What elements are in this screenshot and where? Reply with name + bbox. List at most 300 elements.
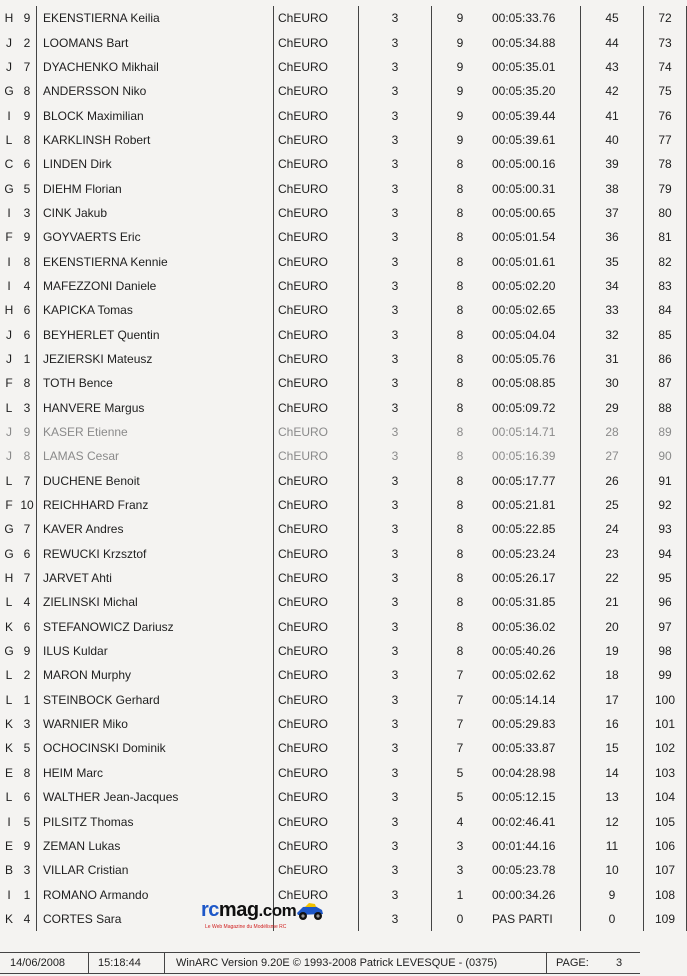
row-round: 3 — [359, 688, 432, 712]
row-group: J — [6, 327, 12, 342]
row-laps: 7 — [456, 717, 464, 732]
row-category: ChEURO — [274, 371, 359, 395]
row-start-position: 8 — [18, 444, 37, 468]
row-time: 00:05:04.04 — [488, 322, 581, 346]
row-category: ChEURO — [274, 322, 359, 346]
table-row — [0, 566, 687, 590]
row-driver-name: WALTHER Jean-Jacques — [37, 785, 274, 809]
row-round: 3 — [359, 542, 432, 566]
row-rank: 98 — [644, 639, 687, 663]
row-group: I — [7, 205, 11, 220]
table-row — [0, 444, 687, 468]
row-group: H — [4, 11, 14, 26]
row-rank: 72 — [644, 6, 687, 30]
row-time: 00:05:34.88 — [488, 30, 581, 54]
row-category: ChEURO — [274, 128, 359, 152]
row-points: 31 — [581, 347, 644, 371]
row-laps: 8 — [456, 376, 464, 391]
row-time: 00:05:08.85 — [488, 371, 581, 395]
row-driver-name: DYACHENKO Mikhail — [37, 55, 274, 79]
row-start-position: 4 — [18, 907, 37, 931]
row-rank: 79 — [644, 176, 687, 200]
row-time: 00:05:23.24 — [488, 542, 581, 566]
row-rank: 107 — [644, 858, 687, 882]
table-row — [0, 736, 687, 760]
row-category: ChEURO — [274, 55, 359, 79]
row-driver-name: PILSITZ Thomas — [37, 809, 274, 833]
row-rank: 100 — [644, 688, 687, 712]
row-points: 28 — [581, 420, 644, 444]
row-driver-name: LINDEN Dirk — [37, 152, 274, 176]
row-laps: 8 — [456, 278, 464, 293]
row-driver-name: KAPICKA Tomas — [37, 298, 274, 322]
row-points: 26 — [581, 469, 644, 493]
row-start-position: 9 — [18, 225, 37, 249]
table-row — [0, 590, 687, 614]
table-row — [0, 907, 687, 931]
row-points: 23 — [581, 542, 644, 566]
row-category: ChEURO — [274, 298, 359, 322]
print-footer — [0, 952, 640, 974]
row-round: 3 — [359, 225, 432, 249]
row-start-position: 7 — [18, 566, 37, 590]
row-round: 3 — [359, 322, 432, 346]
row-points: 19 — [581, 639, 644, 663]
row-laps: 9 — [456, 11, 464, 26]
footer-divider — [164, 953, 165, 973]
row-driver-name: EKENSTIERNA Kennie — [37, 249, 274, 273]
row-round: 3 — [359, 298, 432, 322]
row-points: 21 — [581, 590, 644, 614]
row-group: I — [7, 887, 11, 902]
table-row — [0, 712, 687, 736]
row-start-position: 1 — [18, 882, 37, 906]
row-start-position: 6 — [18, 542, 37, 566]
row-group: H — [4, 571, 14, 586]
row-driver-name: LAMAS Cesar — [37, 444, 274, 468]
row-category: ChEURO — [274, 688, 359, 712]
row-laps: 8 — [456, 473, 464, 488]
row-driver-name: KASER Etienne — [37, 420, 274, 444]
row-laps: 9 — [456, 132, 464, 147]
row-start-position: 9 — [18, 103, 37, 127]
table-row — [0, 274, 687, 298]
row-start-position: 3 — [18, 201, 37, 225]
row-driver-name: REICHHARD Franz — [37, 493, 274, 517]
row-group: I — [7, 108, 11, 123]
row-time: 00:05:21.81 — [488, 493, 581, 517]
row-laps: 8 — [456, 181, 464, 196]
footer-version: WinARC Version 9.20E © 1993-2008 Patrick LEVESQUE - (0375) — [176, 957, 498, 969]
row-laps: 9 — [456, 108, 464, 123]
row-group: I — [7, 278, 11, 293]
row-laps: 4 — [456, 814, 464, 829]
row-driver-name: GOYVAERTS Eric — [37, 225, 274, 249]
row-category: ChEURO — [274, 176, 359, 200]
row-driver-name: ILUS Kuldar — [37, 639, 274, 663]
row-rank: 96 — [644, 590, 687, 614]
row-laps: 0 — [456, 911, 464, 926]
row-time: 00:02:46.41 — [488, 809, 581, 833]
row-start-position: 7 — [18, 469, 37, 493]
row-time: 00:05:00.31 — [488, 176, 581, 200]
row-laps: 8 — [456, 425, 464, 440]
row-time: 00:01:44.16 — [488, 834, 581, 858]
row-driver-name: WARNIER Miko — [37, 712, 274, 736]
row-time: 00:05:17.77 — [488, 469, 581, 493]
row-group: B — [4, 863, 13, 878]
row-laps: 8 — [456, 327, 464, 342]
row-group: J — [6, 35, 12, 50]
row-round: 3 — [359, 444, 432, 468]
table-row — [0, 663, 687, 687]
row-rank: 109 — [644, 907, 687, 931]
row-start-position: 5 — [18, 176, 37, 200]
row-group: L — [5, 132, 13, 147]
row-points: 32 — [581, 322, 644, 346]
row-category: ChEURO — [274, 785, 359, 809]
table-row — [0, 882, 687, 906]
row-rank: 80 — [644, 201, 687, 225]
row-category: ChEURO — [274, 858, 359, 882]
row-round: 3 — [359, 785, 432, 809]
row-category: ChEURO — [274, 444, 359, 468]
row-round: 3 — [359, 55, 432, 79]
row-group: J — [6, 351, 12, 366]
row-points: 27 — [581, 444, 644, 468]
row-round: 3 — [359, 128, 432, 152]
row-group: G — [4, 546, 14, 561]
row-round: 3 — [359, 30, 432, 54]
row-category: ChEURO — [274, 152, 359, 176]
row-round: 3 — [359, 712, 432, 736]
results-table — [0, 6, 687, 931]
table-row — [0, 785, 687, 809]
row-time: 00:05:33.87 — [488, 736, 581, 760]
row-time: 00:05:29.83 — [488, 712, 581, 736]
row-laps: 8 — [456, 351, 464, 366]
row-driver-name: HANVERE Margus — [37, 396, 274, 420]
row-start-position: 8 — [18, 79, 37, 103]
row-rank: 86 — [644, 347, 687, 371]
row-group: F — [5, 498, 13, 513]
rc-car-icon — [295, 899, 325, 923]
row-rank: 92 — [644, 493, 687, 517]
row-group: E — [4, 838, 13, 853]
row-points: 18 — [581, 663, 644, 687]
row-points: 16 — [581, 712, 644, 736]
row-rank: 84 — [644, 298, 687, 322]
row-points: 17 — [581, 688, 644, 712]
row-round: 3 — [359, 6, 432, 30]
row-laps: 8 — [456, 230, 464, 245]
row-group: G — [4, 522, 14, 537]
row-driver-name: REWUCKI Krzsztof — [37, 542, 274, 566]
row-group: L — [5, 692, 13, 707]
row-driver-name: CORTES Sara — [37, 907, 274, 931]
row-group: J — [6, 425, 12, 440]
row-start-position: 4 — [18, 274, 37, 298]
row-rank: 90 — [644, 444, 687, 468]
row-rank: 87 — [644, 371, 687, 395]
logo-com-text: .com — [258, 901, 297, 920]
row-time: 00:05:00.16 — [488, 152, 581, 176]
row-time: 00:05:01.54 — [488, 225, 581, 249]
row-rank: 89 — [644, 420, 687, 444]
row-category: ChEURO — [274, 615, 359, 639]
row-start-position: 1 — [18, 688, 37, 712]
row-points: 25 — [581, 493, 644, 517]
logo-tagline: Le Web Magazine du Modélisme RC — [205, 924, 287, 930]
row-group: F — [5, 230, 13, 245]
row-driver-name: ROMANO Armando — [37, 882, 274, 906]
row-start-position: 3 — [18, 858, 37, 882]
row-laps: 7 — [456, 692, 464, 707]
row-rank: 82 — [644, 249, 687, 273]
row-driver-name: JARVET Ahti — [37, 566, 274, 590]
row-laps: 8 — [456, 498, 464, 513]
row-start-position: 2 — [18, 30, 37, 54]
row-time: 00:05:31.85 — [488, 590, 581, 614]
table-row — [0, 834, 687, 858]
row-laps: 8 — [456, 571, 464, 586]
row-rank: 83 — [644, 274, 687, 298]
row-group: K — [4, 619, 13, 634]
row-category: ChEURO — [274, 103, 359, 127]
row-group: I — [7, 814, 11, 829]
row-time: 00:05:35.01 — [488, 55, 581, 79]
row-start-position: 1 — [18, 347, 37, 371]
row-group: H — [4, 303, 14, 318]
row-rank: 73 — [644, 30, 687, 54]
row-rank: 103 — [644, 761, 687, 785]
row-time: 00:05:40.26 — [488, 639, 581, 663]
footer-date: 14/06/2008 — [10, 957, 66, 969]
row-laps: 7 — [456, 668, 464, 683]
row-time: 00:05:22.85 — [488, 517, 581, 541]
row-rank: 85 — [644, 322, 687, 346]
table-row — [0, 79, 687, 103]
row-points: 9 — [581, 882, 644, 906]
row-rank: 102 — [644, 736, 687, 760]
table-row — [0, 298, 687, 322]
table-row — [0, 152, 687, 176]
row-category: ChEURO — [274, 274, 359, 298]
row-driver-name: STEFANOWICZ Dariusz — [37, 615, 274, 639]
row-time: 00:05:36.02 — [488, 615, 581, 639]
row-points: 40 — [581, 128, 644, 152]
logo-rc-text: rc — [201, 899, 219, 921]
row-points: 15 — [581, 736, 644, 760]
row-time: 00:00:34.26 — [488, 882, 581, 906]
row-points: 37 — [581, 201, 644, 225]
row-rank: 77 — [644, 128, 687, 152]
table-row — [0, 639, 687, 663]
row-group: K — [4, 741, 13, 756]
row-laps: 8 — [456, 303, 464, 318]
row-points: 24 — [581, 517, 644, 541]
row-driver-name: OCHOCINSKI Dominik — [37, 736, 274, 760]
row-start-position: 9 — [18, 639, 37, 663]
row-laps: 7 — [456, 741, 464, 756]
row-laps: 8 — [456, 644, 464, 659]
table-row — [0, 322, 687, 346]
row-group: J — [6, 449, 12, 464]
row-round: 3 — [359, 347, 432, 371]
row-points: 36 — [581, 225, 644, 249]
row-group: E — [4, 765, 13, 780]
row-group: L — [5, 473, 13, 488]
row-group: J — [6, 59, 12, 74]
row-points: 35 — [581, 249, 644, 273]
row-category: ChEURO — [274, 566, 359, 590]
row-category: ChEURO — [274, 882, 359, 906]
row-start-position: 9 — [18, 6, 37, 30]
row-laps: 8 — [456, 595, 464, 610]
row-points: 29 — [581, 396, 644, 420]
row-points: 38 — [581, 176, 644, 200]
row-points: 30 — [581, 371, 644, 395]
row-time: 00:04:28.98 — [488, 761, 581, 785]
row-points: 10 — [581, 858, 644, 882]
row-rank: 75 — [644, 79, 687, 103]
row-category: ChEURO — [274, 517, 359, 541]
row-start-position: 7 — [18, 517, 37, 541]
table-row — [0, 347, 687, 371]
row-round: 3 — [359, 834, 432, 858]
row-time: 00:05:09.72 — [488, 396, 581, 420]
row-round: 3 — [359, 396, 432, 420]
row-laps: 8 — [456, 619, 464, 634]
row-round: 3 — [359, 858, 432, 882]
row-start-position: 8 — [18, 249, 37, 273]
row-group: G — [4, 181, 14, 196]
row-round: 3 — [359, 274, 432, 298]
row-round: 3 — [359, 493, 432, 517]
row-start-position: 9 — [18, 834, 37, 858]
row-points: 33 — [581, 298, 644, 322]
table-row — [0, 809, 687, 833]
row-start-position: 10 — [18, 493, 37, 517]
row-rank: 93 — [644, 517, 687, 541]
row-driver-name: HEIM Marc — [37, 761, 274, 785]
row-category: ChEURO — [274, 736, 359, 760]
row-category: ChEURO — [274, 225, 359, 249]
row-start-position: 3 — [18, 396, 37, 420]
row-round: 3 — [359, 79, 432, 103]
table-row — [0, 420, 687, 444]
row-category: ChEURO — [274, 493, 359, 517]
row-points: 34 — [581, 274, 644, 298]
row-laps: 8 — [456, 449, 464, 464]
row-points: 13 — [581, 785, 644, 809]
row-time: 00:05:00.65 — [488, 201, 581, 225]
footer-time: 15:18:44 — [98, 957, 141, 969]
row-time: 00:05:02.65 — [488, 298, 581, 322]
row-rank: 101 — [644, 712, 687, 736]
footer-divider — [546, 953, 547, 973]
row-points: 39 — [581, 152, 644, 176]
row-points: 14 — [581, 761, 644, 785]
row-category: ChEURO — [274, 542, 359, 566]
row-round: 3 — [359, 590, 432, 614]
row-driver-name: TOTH Bence — [37, 371, 274, 395]
row-group: L — [5, 400, 13, 415]
row-group: G — [4, 84, 14, 99]
row-round: 3 — [359, 882, 432, 906]
row-start-position: 7 — [18, 55, 37, 79]
row-rank: 94 — [644, 542, 687, 566]
row-round: 3 — [359, 420, 432, 444]
table-row — [0, 55, 687, 79]
row-time: 00:05:33.76 — [488, 6, 581, 30]
row-driver-name: EKENSTIERNA Keilia — [37, 6, 274, 30]
row-round: 3 — [359, 761, 432, 785]
footer-page-label: PAGE: — [556, 957, 589, 969]
row-rank: 95 — [644, 566, 687, 590]
row-start-position: 3 — [18, 712, 37, 736]
row-laps: 9 — [456, 59, 464, 74]
row-category: ChEURO — [274, 639, 359, 663]
row-group: L — [5, 668, 13, 683]
row-points: 42 — [581, 79, 644, 103]
row-time: 00:05:02.20 — [488, 274, 581, 298]
row-time: 00:05:39.44 — [488, 103, 581, 127]
row-category: ChEURO — [274, 79, 359, 103]
table-row — [0, 396, 687, 420]
row-time: 00:05:14.71 — [488, 420, 581, 444]
row-driver-name: DUCHENE Benoit — [37, 469, 274, 493]
row-start-position: 6 — [18, 785, 37, 809]
table-row — [0, 493, 687, 517]
table-row — [0, 176, 687, 200]
table-row — [0, 517, 687, 541]
row-round: 3 — [359, 566, 432, 590]
row-driver-name: KARKLINSH Robert — [37, 128, 274, 152]
row-driver-name: CINK Jakub — [37, 201, 274, 225]
footer-divider — [88, 953, 89, 973]
row-group: K — [4, 717, 13, 732]
row-round: 3 — [359, 176, 432, 200]
row-points: 12 — [581, 809, 644, 833]
row-start-position: 6 — [18, 615, 37, 639]
row-rank: 99 — [644, 663, 687, 687]
row-points: 41 — [581, 103, 644, 127]
row-points: 22 — [581, 566, 644, 590]
row-time: 00:05:35.20 — [488, 79, 581, 103]
row-rank: 105 — [644, 809, 687, 833]
row-category: ChEURO — [274, 249, 359, 273]
table-row — [0, 128, 687, 152]
table-row — [0, 615, 687, 639]
row-time: 00:05:23.78 — [488, 858, 581, 882]
row-category: ChEURO — [274, 761, 359, 785]
row-laps: 9 — [456, 35, 464, 50]
table-row — [0, 103, 687, 127]
row-category: ChEURO — [274, 30, 359, 54]
row-start-position: 8 — [18, 371, 37, 395]
rcmag-logo — [195, 897, 327, 935]
table-row — [0, 858, 687, 882]
row-driver-name: KAVER Andres — [37, 517, 274, 541]
row-category: ChEURO — [274, 201, 359, 225]
row-rank: 76 — [644, 103, 687, 127]
row-category: ChEURO — [274, 347, 359, 371]
row-category: ChEURO — [274, 420, 359, 444]
row-driver-name: MARON Murphy — [37, 663, 274, 687]
row-start-position: 6 — [18, 152, 37, 176]
table-row — [0, 6, 687, 30]
